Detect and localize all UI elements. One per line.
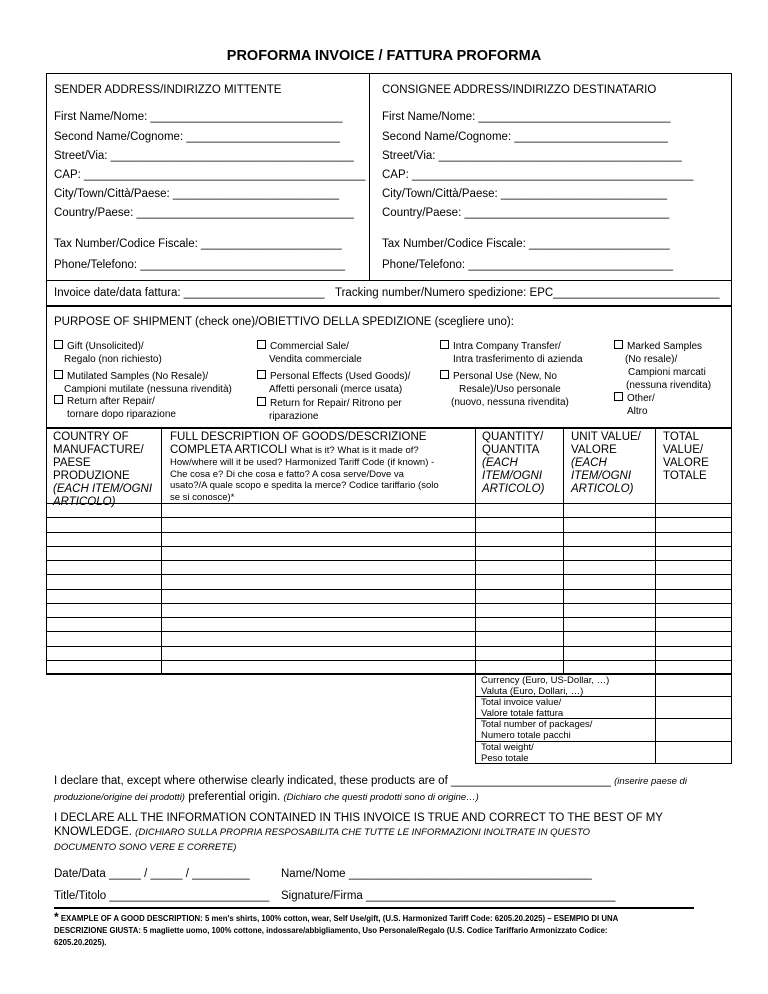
checkbox-icon[interactable] — [614, 340, 623, 349]
name-field[interactable]: Name/Nome ______________________________________ — [281, 868, 592, 880]
purpose-personal-use[interactable]: Personal Use (New, No Resale)/Uso personale (nuovo, nessuna rivendita) — [440, 370, 569, 409]
statement-line2: KNOWLEDGE. (DICHIARO SULLA PROPRIA RESPOSABILITA CHE TUTTE LE INFORMAZIONI INOLTRATE IN QUESTO — [54, 826, 591, 838]
table-row[interactable] — [46, 546, 732, 547]
consignee-first-name-field[interactable]: First Name/Nome: ______________________________ — [382, 111, 671, 123]
table-row[interactable] — [46, 617, 732, 618]
checkbox-icon[interactable] — [54, 370, 63, 379]
sender-cap-field[interactable]: CAP: ____________________________________________ — [54, 169, 366, 181]
table-row[interactable] — [46, 603, 732, 604]
consignee-second-name-field[interactable]: Second Name/Cognome: ________________________ — [382, 131, 668, 143]
purpose-other[interactable]: Other/ Altro — [614, 392, 655, 418]
tracking-number-field[interactable]: Tracking number/Numero spedizione: EPC__________________________ — [335, 287, 720, 299]
declaration-origin[interactable]: I declare that, except where otherwise clearly indicated, these products are of _________________________ (inserire paese di — [54, 775, 687, 787]
consignee-city-field[interactable]: City/Town/Città/Paese: __________________________ — [382, 188, 668, 200]
purpose-header: PURPOSE OF SHIPMENT (check one)/OBIETTIVO DELLA SPEDIZIONE (scegliere uno): — [54, 316, 514, 328]
consignee-header: CONSIGNEE ADDRESS/INDIRIZZO DESTINATARIO — [382, 84, 657, 96]
purpose-marked-samples[interactable]: Marked Samples (No resale)/ Campioni marcati (nessuna rivendita) — [614, 340, 711, 392]
checkbox-icon[interactable] — [54, 395, 63, 404]
col-divider — [563, 428, 564, 674]
sender-phone-field[interactable]: Phone/Telefono: ________________________________ — [54, 259, 345, 271]
col-header-country: COUNTRY OF MANUFACTURE/ PAESE PRODUZIONE (EACH ITEM/OGNI ARTICOLO) — [53, 431, 153, 508]
checkbox-icon[interactable] — [614, 392, 623, 401]
checkbox-icon[interactable] — [257, 340, 266, 349]
purpose-return-after-repair[interactable]: Return after Repair/ tornare dopo riparazione — [54, 395, 176, 421]
title-field[interactable]: Title/Titolo _________________________ — [54, 890, 270, 902]
sender-tax-field[interactable]: Tax Number/Codice Fiscale: ______________________ — [54, 238, 342, 250]
totals-packages-label: Total number of packages/ Numero totale pacchi — [481, 719, 593, 741]
col-divider — [475, 428, 476, 674]
col-header-quantity: QUANTITY/ QUANTITA (EACH ITEM/OGNI ARTICOLO) — [482, 431, 545, 495]
table-row[interactable] — [46, 646, 732, 647]
signature-field[interactable]: Signature/Firma _______________________________________ — [281, 890, 616, 902]
statement-line1: I DECLARE ALL THE INFORMATION CONTAINED IN THIS INVOICE IS TRUE AND CORRECT TO THE BEST OF MY — [54, 812, 663, 824]
purpose-intra-company[interactable]: Intra Company Transfer/ Intra trasferimento di azienda — [440, 340, 583, 366]
footnote: * EXAMPLE OF A GOOD DESCRIPTION: 5 men's shirts, 100% cotton, wear, Self Use/gift, (U.S. Harmonized Tariff Code: 6205.20.2025) – ESEMPIO DI UNA DESCRIZIONE GIUSTA: 5 magliette uomo, 100% cottone, indossare/abbigliamento, Uso Personale/Regalo (U.S. Codice Tariffario Armonizzato Codice: 6205.20.2025). — [54, 910, 619, 947]
purpose-return-for-repair[interactable]: Return for Repair/ Ritrono per riparazione — [257, 397, 402, 423]
col-divider — [655, 428, 656, 674]
totals-invoice-value-label: Total invoice value/ Valore totale fattura — [481, 697, 564, 719]
sender-country-field[interactable]: Country/Paese: __________________________________ — [54, 207, 354, 219]
checkbox-icon[interactable] — [257, 397, 266, 406]
sender-first-name-field[interactable]: First Name/Nome: ______________________________ — [54, 111, 343, 123]
address-divider — [369, 73, 370, 280]
col-divider — [161, 428, 162, 674]
address-bottom-line — [46, 280, 732, 281]
invoice-date-field[interactable]: Invoice date/data fattura: ______________________ — [54, 287, 325, 299]
table-row[interactable] — [46, 517, 732, 518]
sender-header: SENDER ADDRESS/INDIRIZZO MITTENTE — [54, 84, 282, 96]
consignee-tax-field[interactable]: Tax Number/Codice Fiscale: ______________________ — [382, 238, 670, 250]
sender-second-name-field[interactable]: Second Name/Cognome: ________________________ — [54, 131, 340, 143]
table-row[interactable] — [46, 660, 732, 661]
table-row[interactable] — [46, 631, 732, 632]
footnote-mark: * — [54, 910, 59, 924]
col-header-description: FULL DESCRIPTION OF GOODS/DESCRIZIONE COMPLETA ARTICOLI What is it? What is it made of? How/where will it be used? Harmonized Tariff Code (if known) - Che cosa e? Di che cosa e fatto? A cosa serve/Dove va usato?/A quale scopo e spedita la merce? Codice tariffario (solo se si conosce)* — [170, 431, 439, 503]
consignee-street-field[interactable]: Street/Via: ______________________________________ — [382, 150, 682, 162]
table-row[interactable] — [46, 532, 732, 533]
checkbox-icon[interactable] — [54, 340, 63, 349]
purpose-commercial-sale[interactable]: Commercial Sale/ Vendita commerciale — [257, 340, 362, 366]
consignee-cap-field[interactable]: CAP: ____________________________________________ — [382, 169, 694, 181]
table-row[interactable] — [46, 589, 732, 590]
checkbox-icon[interactable] — [440, 340, 449, 349]
col-header-total-value: TOTAL VALUE/ VALORE TOTALE — [663, 431, 709, 482]
table-row[interactable] — [46, 560, 732, 561]
totals-divider — [655, 674, 656, 764]
purpose-gift[interactable]: Gift (Unsolicited)/ Regalo (non richiesto) — [54, 340, 162, 366]
footer-rule — [54, 907, 694, 909]
sender-street-field[interactable]: Street/Via: ______________________________________ — [54, 150, 354, 162]
statement-line3: DOCUMENTO SONO VERE E CORRETE) — [54, 842, 237, 853]
purpose-mutilated-samples[interactable]: Mutilated Samples (No Resale)/ Campioni mutilate (nessuna rivendità) — [54, 370, 232, 396]
checkbox-icon[interactable] — [440, 370, 449, 379]
declaration-origin-cont: produzione/origine dei prodotti) preferential origin. (Dichiaro che questi prodotti sono di origine…) — [54, 791, 479, 803]
checkbox-icon[interactable] — [257, 370, 266, 379]
purpose-personal-effects[interactable]: Personal Effects (Used Goods)/ Affetti personali (merce usata) — [257, 370, 410, 396]
consignee-phone-field[interactable]: Phone/Telefono: ________________________________ — [382, 259, 673, 271]
totals-weight-label: Total weight/ Peso totale — [481, 742, 534, 764]
totals-currency-label: Currency (Euro, US-Dollar, …) Valuta (Euro, Dollari, …) — [481, 675, 610, 697]
consignee-country-field[interactable]: Country/Paese: ________________________________ — [382, 207, 670, 219]
date-field[interactable]: Date/Data _____ / _____ / _________ — [54, 868, 250, 880]
table-row[interactable] — [46, 574, 732, 575]
page-title: PROFORMA INVOICE / FATTURA PROFORMA — [226, 48, 542, 64]
col-header-unit-value: UNIT VALUE/ VALORE (EACH ITEM/OGNI ARTICOLO) — [571, 431, 641, 495]
sender-city-field[interactable]: City/Town/Città/Paese: __________________________ — [54, 188, 340, 200]
header-top-line — [46, 428, 732, 429]
